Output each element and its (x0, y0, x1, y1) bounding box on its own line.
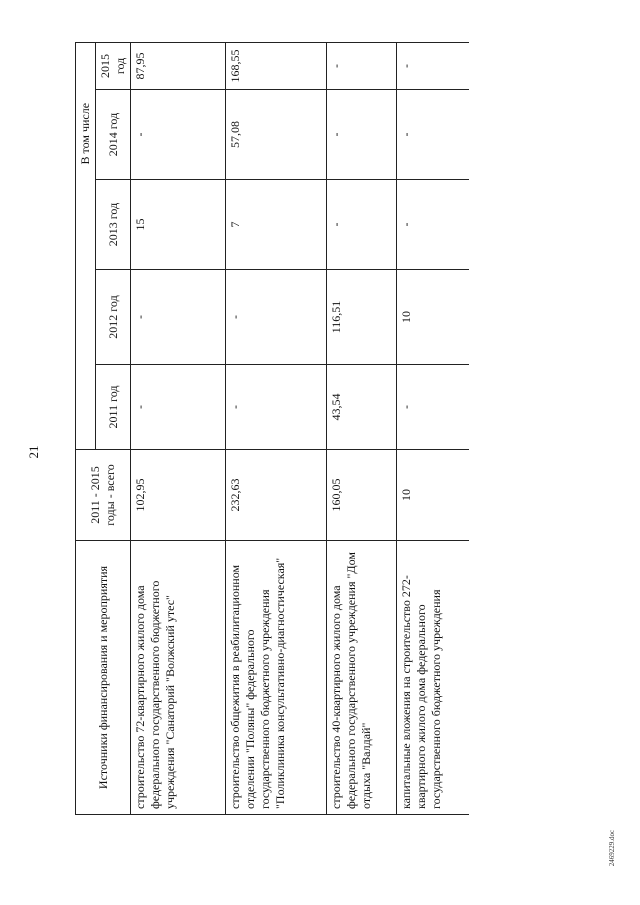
document-id: 2469229.doc (608, 829, 616, 867)
table-row (226, 42, 327, 814)
row-value-2014: - (327, 90, 397, 180)
header-year-2015: 2015 год (96, 42, 131, 89)
row-value-2013: 15 (131, 180, 226, 270)
row-value-2015: - (327, 42, 397, 89)
row-total: 160,05 (327, 450, 397, 541)
header-group: В том числе (76, 42, 96, 449)
table-row (131, 42, 226, 814)
row-value-2012: 116,51 (327, 270, 397, 365)
row-value-2012: 10 (397, 270, 470, 365)
row-value-2013: 7 (226, 180, 327, 270)
row-value-2013: - (397, 180, 470, 270)
row-description: строительство 40-квартирного жилого дома федерального государственного учреждения "Дом отдыха "Валдай" (327, 541, 397, 815)
row-total: 10 (397, 450, 470, 541)
financing-table-wrapper (75, 43, 580, 815)
row-value-2011: - (397, 365, 470, 450)
table-row (397, 42, 470, 814)
page-number: 21 (26, 445, 41, 459)
header-row-top (76, 42, 96, 814)
table-row (327, 42, 397, 814)
row-value-2011: 43,54 (327, 365, 397, 450)
row-value-2014: 57,08 (226, 90, 327, 180)
financing-table (75, 42, 469, 815)
row-value-2011: - (131, 365, 226, 450)
row-value-2015: 168,55 (226, 42, 327, 89)
row-total: 232,63 (226, 450, 327, 541)
row-total: 102,95 (131, 450, 226, 541)
row-description: капитальные вложения на строительство 272-квартирного жилого дома федерального государственного бюджетного учреждения (397, 541, 470, 815)
header-source: Источники финансирования и мероприятия (76, 541, 131, 815)
header-year-2012: 2012 год (96, 270, 131, 365)
row-description: строительство общежития в реабилитационном отделении "Поляны" федерального государственного бюджетного учреждения "Поликлиника консультативно-диагностическая" (226, 541, 327, 815)
row-value-2013: - (327, 180, 397, 270)
row-value-2011: - (226, 365, 327, 450)
row-value-2015: 87,95 (131, 42, 226, 89)
header-year-2011: 2011 год (96, 365, 131, 450)
row-value-2012: - (226, 270, 327, 365)
header-total: 2011 - 2015 годы - всего (76, 450, 131, 541)
header-year-2014: 2014 год (96, 90, 131, 180)
row-value-2012: - (131, 270, 226, 365)
row-value-2015: - (397, 42, 470, 89)
row-value-2014: - (131, 90, 226, 180)
row-value-2014: - (397, 90, 470, 180)
header-year-2013: 2013 год (96, 180, 131, 270)
row-description: строительство 72-квартирного жилого дома федерального государственного бюджетного учреждения "Санаторий "Волжский утес" (131, 541, 226, 815)
